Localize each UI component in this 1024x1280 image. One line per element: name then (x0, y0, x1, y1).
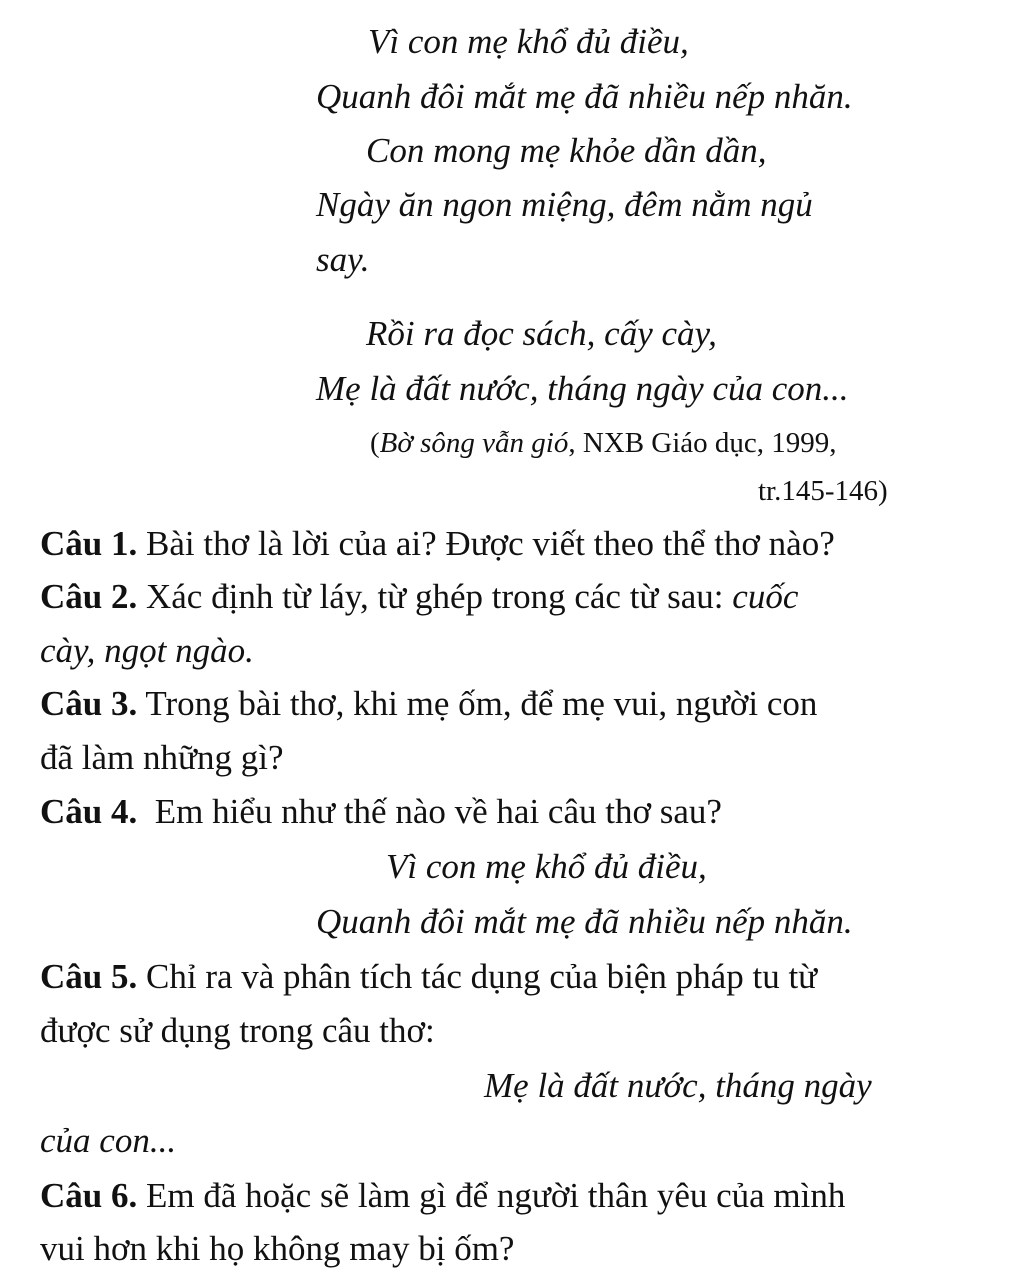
question-2-label: Câu 2. (40, 577, 138, 616)
question-3-label: Câu 3. (40, 684, 138, 723)
source-pages: tr.145-146) (758, 475, 888, 507)
question-5-verse-2: của con... (40, 1121, 177, 1160)
source-citation: (Bờ sông vẫn gió, NXB Giáo dục, 1999, (370, 427, 837, 459)
question-3 (40, 684, 817, 724)
question-3-line-2: đã làm những gì? (40, 738, 284, 777)
question-2-text: Xác định từ láy, từ ghép trong các từ sau: (137, 577, 733, 616)
poem-line-3: Con mong mẹ khỏe dần dần, (366, 131, 767, 170)
source-title: Bờ sông vẫn gió (379, 427, 569, 459)
question-1-text: Bài thơ là lời của ai? Được viết theo thể thơ nào? (137, 524, 835, 563)
question-2-italic-word: cuốc (732, 577, 799, 616)
question-6-label: Câu 6. (40, 1176, 138, 1215)
question-1-label: Câu 1. (40, 524, 138, 563)
question-6-text: Em đã hoặc sẽ làm gì để người thân yêu của mình (137, 1176, 846, 1215)
question-5 (40, 957, 817, 997)
poem-line-4b: say. (316, 240, 370, 279)
question-4-verse-2: Quanh đôi mắt mẹ đã nhiều nếp nhăn. (316, 902, 853, 941)
question-6 (40, 1176, 845, 1216)
question-1 (40, 524, 835, 564)
poem-line-4a: Ngày ăn ngon miệng, đêm nằm ngủ (316, 185, 813, 224)
poem-line-5: Rồi ra đọc sách, cấy cày, (366, 314, 717, 353)
question-5-verse-1: Mẹ là đất nước, tháng ngày (484, 1066, 872, 1105)
poem-line-6: Mẹ là đất nước, tháng ngày của con... (316, 369, 849, 408)
question-6-line-2: vui hơn khi họ không may bị ốm? (40, 1229, 515, 1268)
poem-line-1: Vì con mẹ khổ đủ điều, (368, 22, 689, 61)
question-4-verse-1: Vì con mẹ khổ đủ điều, (386, 847, 707, 886)
question-5-line-2: được sử dụng trong câu thơ: (40, 1011, 435, 1050)
question-5-text: Chỉ ra và phân tích tác dụng của biện pháp tu từ (137, 957, 818, 996)
question-2-line-2: cày, ngọt ngào. (40, 631, 254, 670)
question-4-label: Câu 4. (40, 792, 138, 831)
poem-line-2: Quanh đôi mắt mẹ đã nhiều nếp nhăn. (316, 77, 853, 116)
question-2 (40, 577, 798, 617)
question-5-label: Câu 5. (40, 957, 138, 996)
question-4 (40, 792, 722, 832)
source-details: , NXB Giáo dục, 1999, (568, 427, 837, 459)
question-4-text: Em hiểu như thế nào về hai câu thơ sau? (137, 792, 722, 831)
question-3-text: Trong bài thơ, khi mẹ ốm, để mẹ vui, người con (137, 684, 818, 723)
